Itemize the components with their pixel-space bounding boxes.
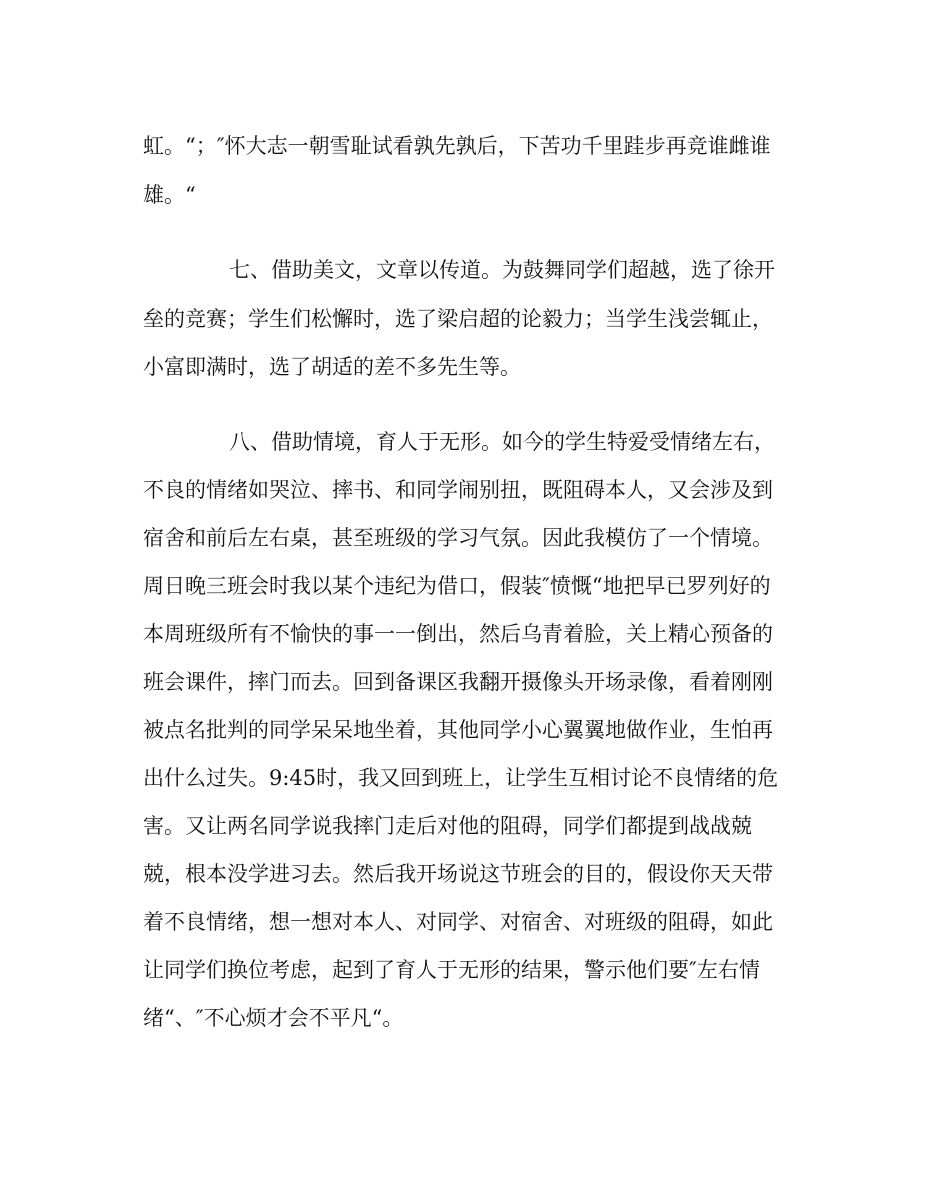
paragraph-eight-start: 八、借助情境，育人于无形。如今的学生特爱受情绪左右，: [229, 430, 775, 454]
text-line: 小富即满时，选了胡适的差不多先生等。: [143, 355, 521, 379]
text-line: 兢，根本没学进习去。然后我开场说这节班会的目的，假设你天天带: [143, 862, 773, 886]
text-line: 让同学们换位考虑，起到了育人于无形的结果，警示他们要″左右情: [143, 958, 760, 982]
paragraph-seven-start: 七、借助美文，文章以传道。为鼓舞同学们超越，选了徐开: [229, 258, 775, 282]
text-line: 着不良情绪，想一想对本人、对同学、对宿舍、对班级的阻碍，如此: [143, 910, 773, 934]
text-line: 垒的竞赛；学生们松懈时，选了梁启超的论毅力；当学生浅尝辄止，: [143, 307, 773, 331]
text-line: 不良的情绪如哭泣、摔书、和同学闹别扭，既阻碍本人，又会涉及到: [143, 478, 773, 502]
text-line: 班会课件，摔门而去。回到备课区我翻开摄像头开场录像，看着刚刚: [143, 670, 773, 694]
text-line: 绪“、″不心烦才会不平凡“。: [143, 1006, 404, 1030]
text-line: 宿舍和前后左右桌，甚至班级的学习气氛。因此我模仿了一个情境。: [143, 526, 773, 550]
text-line: 虹。“；″怀大志一朝雪耻试看孰先孰后，下苦功千里跬步再竞谁雌谁: [143, 134, 771, 158]
text-line: 害。又让两名同学说我摔门走后对他的阻碍，同学们都提到战战兢: [143, 814, 752, 838]
text-line: 本周班级所有不愉快的事一一倒出，然后乌青着脸，关上精心预备的: [143, 622, 773, 646]
text-line: 被点名批判的同学呆呆地坐着，其他同学小心翼翼地做作业，生怕再: [143, 718, 773, 742]
text-line: 出什么过失。9:45时，我又回到班上，让学生互相讨论不良情绪的危: [143, 766, 779, 790]
text-line: 雄。“: [143, 183, 196, 207]
text-line: 周日晚三班会时我以某个违纪为借口，假装″愤慨“地把早已罗列好的: [143, 574, 771, 598]
